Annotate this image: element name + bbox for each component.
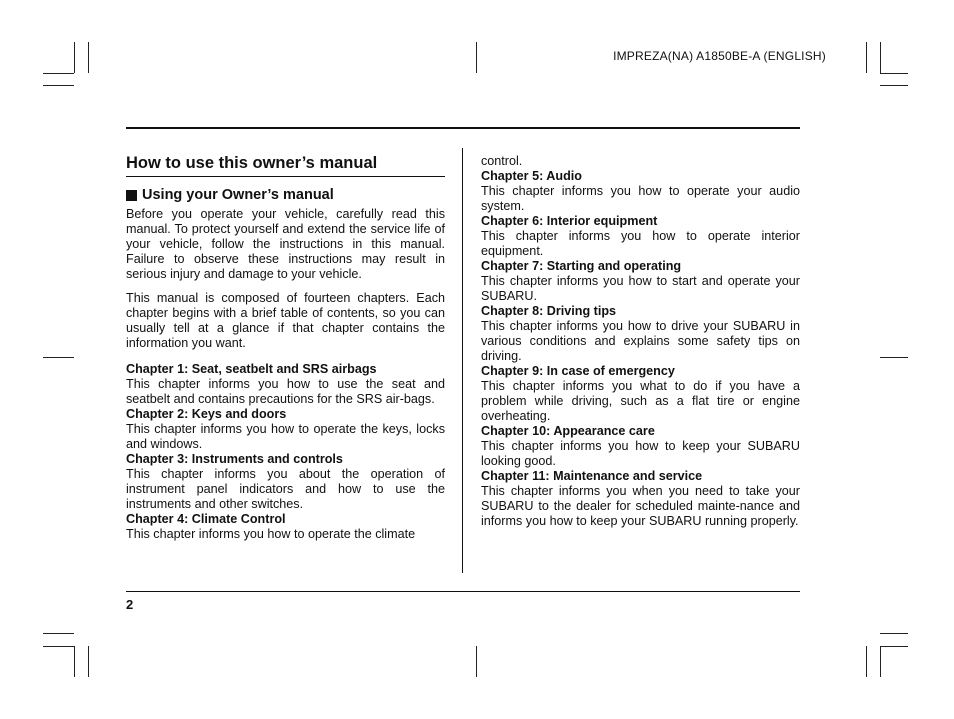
chapter-title: Chapter 2: Keys and doors [126,407,287,421]
intro-paragraph: Before you operate your vehicle, carefully read this manual. To protect yourself and extend the service life of your vehicle, follow the instructions in this manual. Failure to observe these instructions may result in serious injury and damage to your vehicle. [126,207,445,281]
crop-mark [88,646,89,677]
chapter-title: Chapter 1: Seat, seatbelt and SRS airbags [126,362,377,376]
footer-rule [126,591,800,592]
chapter-text-continuation: control. [481,154,523,168]
right-column [481,154,800,529]
crop-mark [880,633,908,634]
chapter-title: Chapter 3: Instruments and controls [126,452,343,466]
chapter-title: Chapter 8: Driving tips [481,304,617,318]
crop-mark [476,646,477,677]
crop-mark [880,85,908,86]
chapter-title: Chapter 11: Maintenance and service [481,469,703,483]
crop-mark [880,73,908,74]
chapter-text: This chapter informs you how to operate your audio system. [481,184,800,213]
crop-mark [74,646,75,677]
section-subtitle [126,186,445,204]
subtitle-text: Using your Owner’s manual [142,187,334,203]
chapter-title: Chapter 4: Climate Control [126,512,286,526]
crop-mark [43,73,74,74]
chapter-text: This chapter informs you about the operation of instrument panel indicators and how to use the instruments and other switches. [126,467,445,511]
crop-mark [880,646,881,677]
left-column [126,152,445,542]
crop-mark [880,42,881,73]
crop-mark [880,357,908,358]
crop-mark [43,357,74,358]
crop-mark [88,42,89,73]
chapter-title: Chapter 10: Appearance care [481,424,655,438]
header-rule [126,127,800,129]
intro-paragraph: This manual is composed of fourteen chapters. Each chapter begins with a brief table of contents, so you can usually tell at a glance if that chapter contains the information you want. [126,291,445,350]
crop-mark [74,42,75,73]
chapter-text: This chapter informs you how to start and operate your SUBARU. [481,274,800,303]
document-id: IMPREZA(NA) A1850BE-A (ENGLISH) [613,49,826,63]
column-divider [462,148,463,573]
crop-mark [43,633,74,634]
bullet-square-icon [126,190,137,201]
crop-mark [880,646,908,647]
crop-mark [43,85,74,86]
crop-mark [476,42,477,73]
chapter-title: Chapter 9: In case of emergency [481,364,675,378]
crop-mark [866,42,867,73]
chapter-text: This chapter informs you how to drive your SUBARU in various conditions and explains some safety tips on driving. [481,319,800,363]
chapter-text: This chapter informs you how to operate the keys, locks and windows. [126,422,445,451]
crop-mark [43,646,74,647]
chapter-text: This chapter informs you how to operate the climate [126,527,416,541]
page-number: 2 [126,597,134,612]
chapter-title: Chapter 5: Audio [481,169,582,183]
crop-mark [866,646,867,677]
chapter-title: Chapter 7: Starting and operating [481,259,682,273]
chapter-text: This chapter informs you when you need to take your SUBARU to the dealer for scheduled mainte-nance and informs you how to keep your SUBARU running properly. [481,484,800,528]
chapter-text: This chapter informs you how to keep your SUBARU looking good. [481,439,800,468]
chapter-text: This chapter informs you how to operate interior equipment. [481,229,800,258]
page-title: How to use this owner’s manual [126,152,445,177]
chapter-title: Chapter 6: Interior equipment [481,214,658,228]
chapter-text: This chapter informs you what to do if you have a problem while driving, such as a flat tire or engine overheating. [481,379,800,423]
chapter-text: This chapter informs you how to use the seat and seatbelt and contains precautions for the SRS air-bags. [126,377,445,406]
